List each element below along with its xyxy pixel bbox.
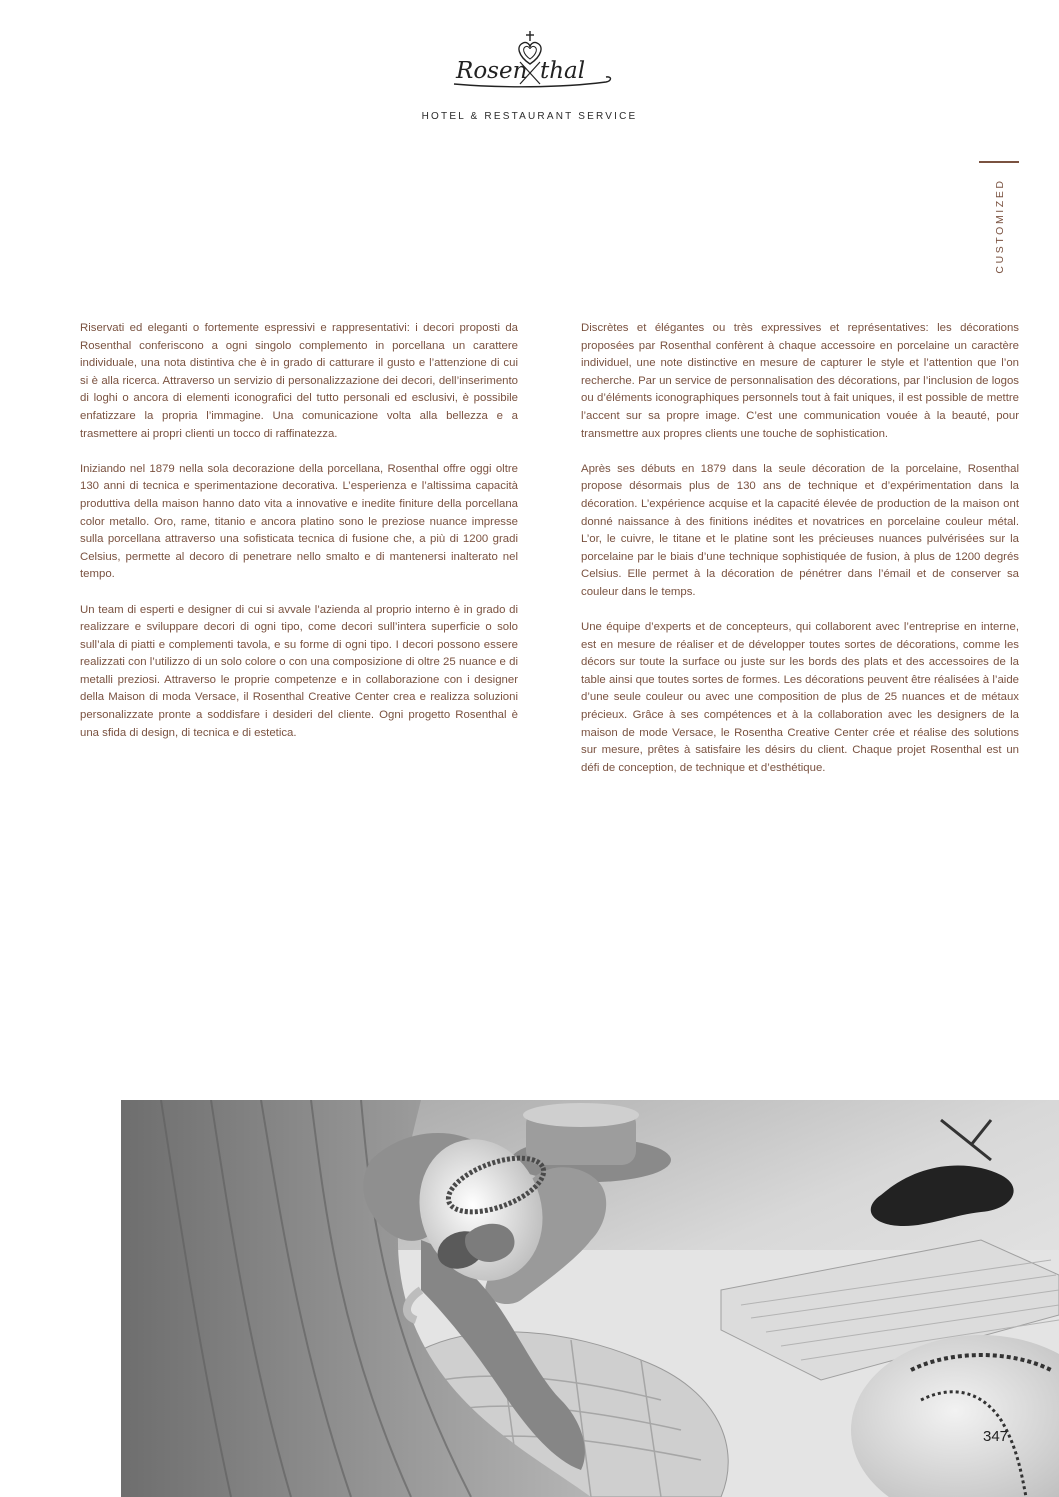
side-label-rule [979,161,1019,163]
side-label-customized: CUSTOMIZED [994,178,1006,274]
page-number: 347 [983,1428,1009,1445]
italian-paragraph-3: Un team di esperti e designer di cui si avvale l’azienda al proprio interno è in grado di realizzare e sviluppare decori di ogni tipo, come decori sull’intera superficie o solo sull’ala di piatti e complementi tavola, e su forme di ogni tipo. I decori possono essere realizzati con l’utilizzo di un solo colore o con una composizione di oltre 25 nuance e di metalli preziosi. Attraverso le proprie competenze e in collaborazione con i designer della Maison di moda Versace, il Rosenthal Creative Center crea e realizza soluzioni personalizzate pronte a soddisfare i desideri del cliente. Ogni progetto Rosenthal è una sfida di design, di tecnica e di estetica. [80,603,518,739]
photo-illustration [121,1100,1059,1497]
french-paragraph-1: Discrètes et élégantes ou très expressives et représentatives: les décorations proposées par Rosenthal confèrent à chaque accessoire en porcelaine un caractère individuel, une note distinctive en mesure de capturer le style et l’attention que l’on recherche. Par un service de personnalisation des décorations, par l’inclusion de logos ou d’éléments iconographiques personnels tout à fait uniques, il est possible de mettre l’accent sur sa propre image. C’est une communication vouée à la beauté, pour transmettre aux propres clients une touche de sophistication. [581,322,1019,440]
svg-text:Rosen: Rosen [456,58,528,84]
brand-subtitle: HOTEL & RESTAURANT SERVICE [421,111,638,122]
svg-text:thal: thal [540,58,586,84]
french-paragraph-3: Une équipe d’experts et de concepteurs, qui collaborent avec l’entreprise en interne, est en mesure de réaliser et de développer toutes sortes de décorations, comme les décors sur toute la surface ou juste sur les bords des plats et des accessoires de la table ainsi que toutes sortes de formes. Les décorations peuvent être réalisées à l’aide d’une seule couleur ou avec une composition de plus de 25 nuances et de métaux précieux. Grâce à ses compétences et à la collaboration avec les designers de la maison de mode Versace, le Rosentha Creative Center crée et réalise des solutions sur mesure, prêtes à satisfaire les désirs du client. Chaque projet Rosenthal est un défi de conception, de technique et d’esthétique. [581,621,1019,774]
french-text-column [581,320,1019,795]
italian-text-column [80,320,518,760]
logo-mark-svg [440,28,620,94]
french-paragraph-2: Après ses débuts en 1879 dans la seule décoration de la porcelaine, Rosenthal propose désormais plus de 130 ans de technique et d’expérimentation dans la décoration. L’expérience acquise et la capacité élevée de production de la maison ont donné naissance à des finitions inédites et novatrices en porcelaine couleur métal. L’or, le cuivre, le titane et le platine sont les précieuses nuances pulvérisées sur la porcelaine par le biais d’une technique sophistiquée de fusion, à plus de 1200 degrés Celsius. Elle permet à la décoration de pénétrer dans l’émail et de conserver sa couleur dans le temps. [581,462,1019,598]
porcelain-decorating-photo [121,1100,1059,1497]
italian-paragraph-2: Iniziando nel 1879 nella sola decorazione della porcellana, Rosenthal offre oggi oltre 130 anni di tecnica e sperimentazione decorativa. L’esperienza e l’altissima capacità produttiva della maison hanno dato vita a innovative e inedite finiture della porcellana color metallo. Oro, rame, titanio e ancora platino sono le preziose nuance impresse sulla porcellana attraverso una sofisticata tecnica di fusione che, a più di 1200 gradi Celsius, permette al decoro di penetrare nello smalto e di mantenersi inalterato nel tempo. [80,462,518,581]
rosenthal-logo [440,28,620,94]
italian-paragraph-1: Riservati ed eleganti o fortemente espressivi e rappresentativi: i decori proposti da Rosenthal conferiscono a ogni singolo complemento in porcellana un carattere individuale, una nota distintiva che è in grado di catturare il gusto e l’attenzione di cui si è alla ricerca. Attraverso un servizio di personalizzazione dei decori, dell’inserimento di loghi o ancora di elementi iconografici del tutto personali ed esclusivi, è possibile enfatizzare la propria l’immagine. Una comunicazione volta alla bellezza e a trasmettere ai propri clienti un tocco di raffinatezza. [80,322,518,440]
